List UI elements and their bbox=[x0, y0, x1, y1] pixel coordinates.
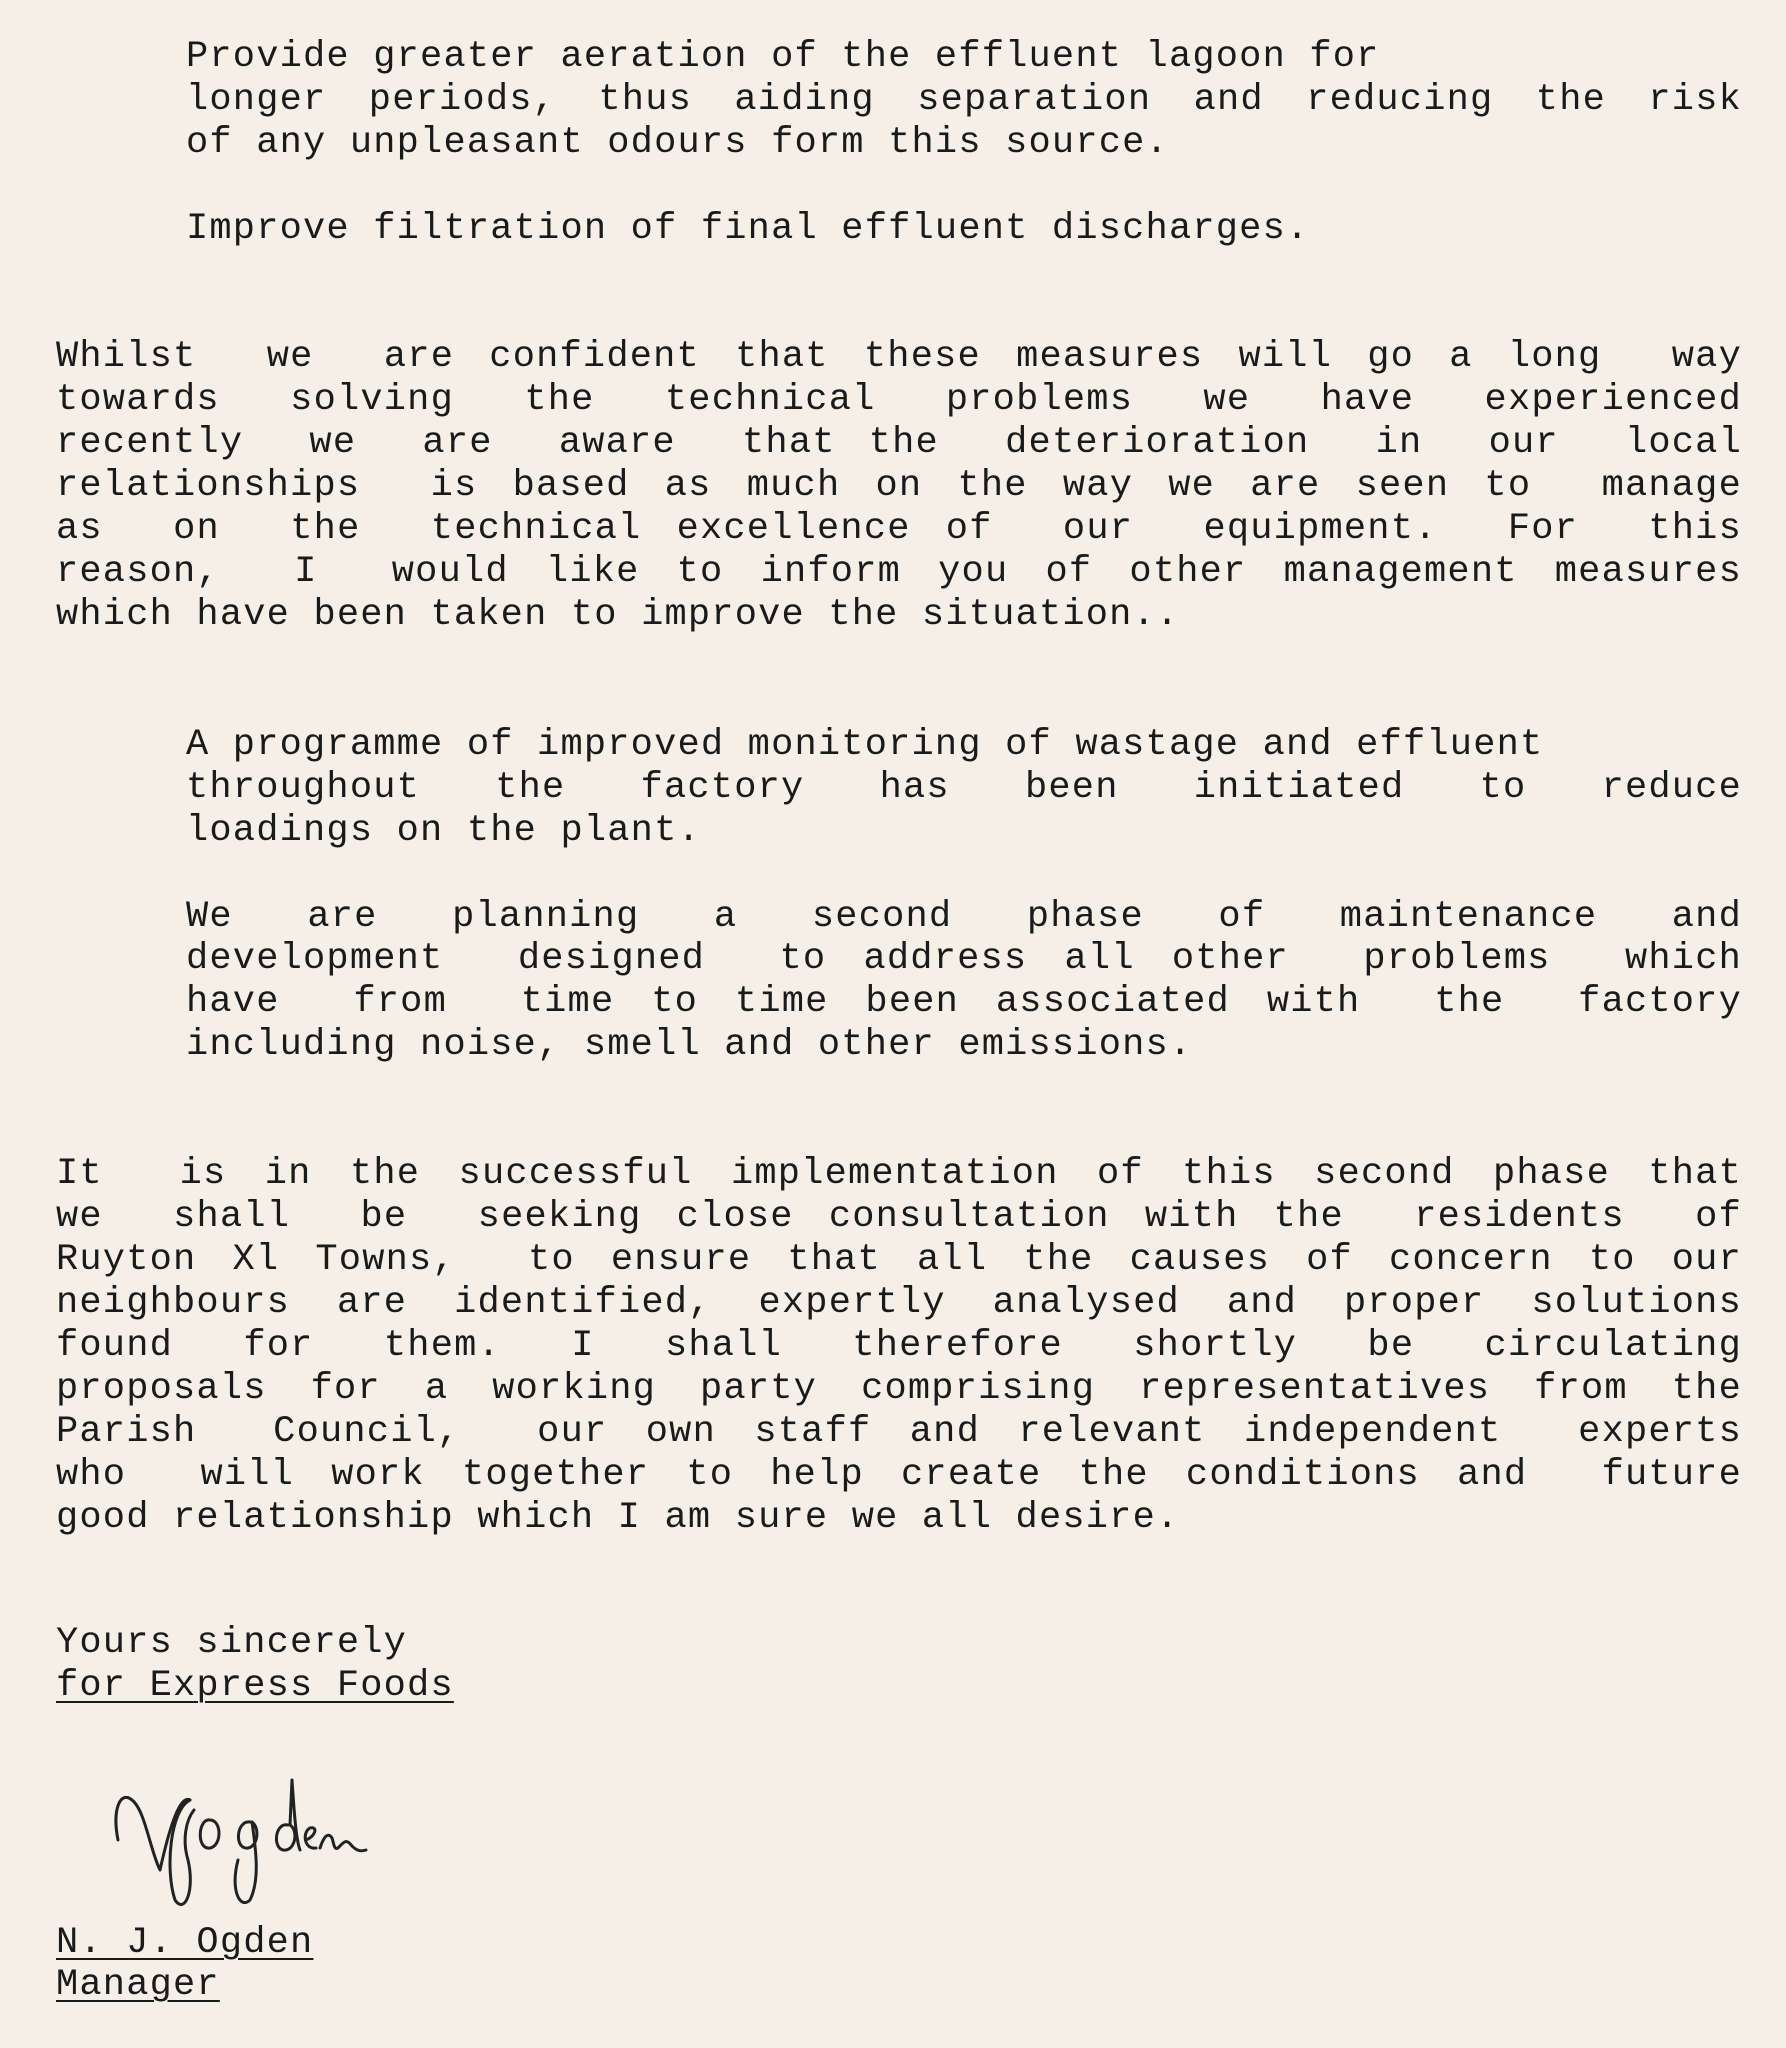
text-line: neighbours are identified, expertly analysed and proper solutions bbox=[56, 1282, 1742, 1324]
text-line: we shall be seeking close consultation with the residents of bbox=[56, 1196, 1742, 1238]
text-line: towards solving the technical problems we have experienced bbox=[56, 379, 1742, 421]
text-line: recently we are aware that the deterioration in our local bbox=[56, 422, 1742, 464]
company-name: for Express Foods bbox=[56, 1665, 454, 1707]
text-line: loadings on the plant. bbox=[186, 810, 701, 852]
text-line: good relationship which I am sure we all desire. bbox=[56, 1497, 1180, 1539]
text-line: of any unpleasant odours form this source. bbox=[186, 122, 1169, 164]
text-line: reason, I would like to inform you of other management measures bbox=[56, 551, 1742, 593]
signature-icon bbox=[110, 1770, 400, 1910]
text-line: relationships is based as much on the way we are seen to manage bbox=[56, 465, 1742, 507]
text-line: Ruyton Xl Towns, to ensure that all the causes of concern to our bbox=[56, 1239, 1742, 1281]
text-line: which have been taken to improve the situation.. bbox=[56, 594, 1180, 636]
signatory-name: N. J. Ogden bbox=[56, 1922, 314, 1964]
text-line: Parish Council, our own staff and relevant independent experts bbox=[56, 1411, 1742, 1453]
text-line: including noise, smell and other emissions. bbox=[186, 1024, 1193, 1066]
text-line: development designed to address all other problems which bbox=[186, 938, 1742, 980]
signatory-title: Manager bbox=[56, 1964, 220, 2006]
text-line: Improve filtration of final effluent discharges. bbox=[186, 208, 1310, 250]
text-line: have from time to time been associated with the factory bbox=[186, 981, 1742, 1023]
text-line: Provide greater aeration of the effluent lagoon for bbox=[186, 36, 1380, 78]
text-line: A programme of improved monitoring of wastage and effluent bbox=[186, 724, 1544, 766]
text-line: who will work together to help create the conditions and future bbox=[56, 1454, 1742, 1496]
text-line: throughout the factory has been initiated to reduce bbox=[186, 767, 1742, 809]
text-line: We are planning a second phase of maintenance and bbox=[186, 896, 1742, 938]
text-line: as on the technical excellence of our equipment. For this bbox=[56, 508, 1742, 550]
salutation: Yours sincerely bbox=[56, 1622, 408, 1664]
text-line: longer periods, thus aiding separation and reducing the risk bbox=[186, 79, 1742, 121]
text-line: It is in the successful implementation of this second phase that bbox=[56, 1153, 1742, 1195]
text-line: found for them. I shall therefore shortly be circulating bbox=[56, 1325, 1742, 1367]
text-line: Whilst we are confident that these measures will go a long way bbox=[56, 336, 1742, 378]
text-line: proposals for a working party comprising representatives from the bbox=[56, 1368, 1742, 1410]
